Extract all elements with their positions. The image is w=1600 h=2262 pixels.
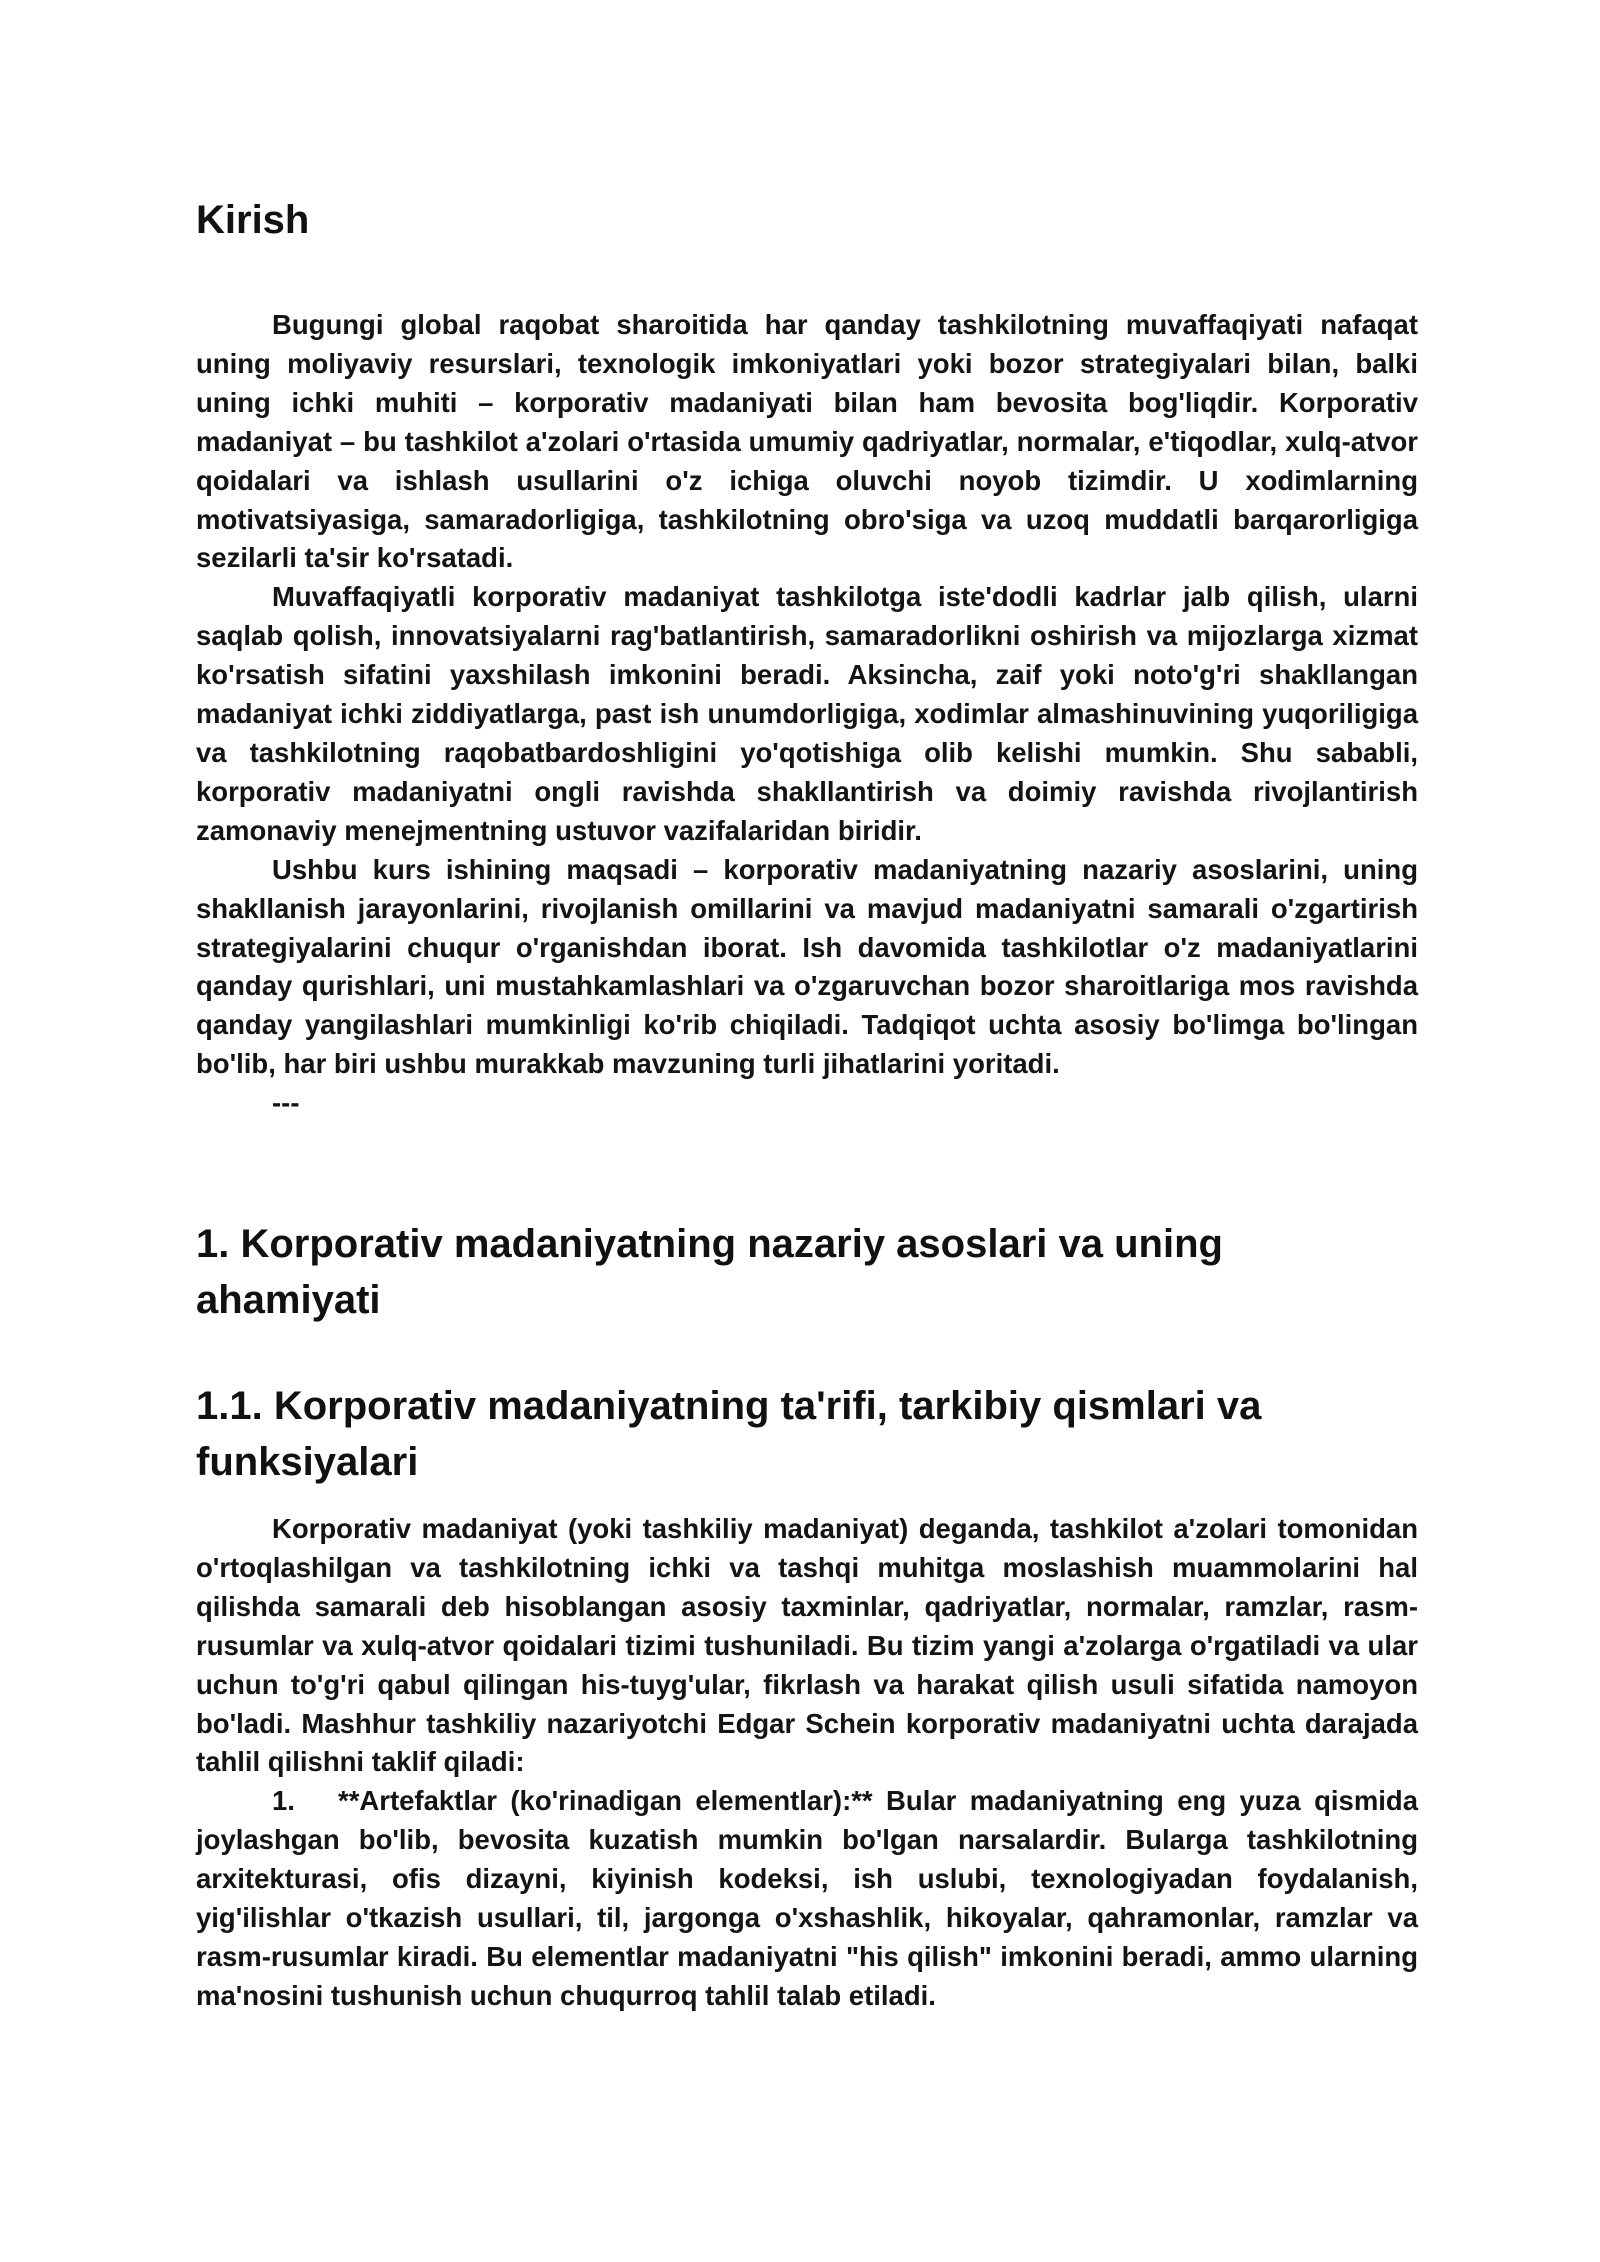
- list-item: [196, 1782, 1418, 2015]
- intro-paragraph-1: Bugungi global raqobat sharoitida har qanday tashkilotning muvaffaqiyati nafaqat uning moliyaviy resurslari, texnologik imkoniyatlari yoki bozor strategiyalari bilan, balki uning ichki muhiti – korporativ madaniyati bilan ham bevosita bog'liqdir. Korporativ madaniyat – bu tashkilot a'zolari o'rtasida umumiy qadriyatlar, normalar, e'tiqodlar, xulq-atvor qoidalari va ishlash usullarini o'z ichiga oluvchi noyob tizimdir. U xodimlarning motivatsiyasiga, samaradorligiga, tashkilotning obro'siga va uzoq muddatli barqarorligiga sezilarli ta'sir ko'rsatadi.: [196, 309, 1418, 574]
- intro-body: [196, 306, 1418, 1123]
- intro-paragraph-2: Muvaffaqiyatli korporativ madaniyat tashkilotga iste'dodli kadrlar jalb qilish, ularni saqlab qolish, innovatsiyalarni rag'batlantirish, samaradorlikni oshirish va mijozlarga xizmat ko'rsatish sifatini yaxshilash imkonini beradi. Aksincha, zaif yoki noto'g'ri shakllangan madaniyat ichki ziddiyatlarga, past ish unumdorligiga, xodimlar almashinuvining yuqoriligiga va tashkilotning raqobatbardoshligini yo'qotishiga olib kelishi mumkin. Shu sababli, korporativ madaniyatni ongli ravishda shakllantirish va doimiy ravishda rivojlantirish zamonaviy menejmentning ustuvor vazifalaridan biridir.: [196, 581, 1418, 846]
- section-separator: ---: [272, 1087, 300, 1119]
- list-item-text: **Artefaktlar (ko'rinadigan elementlar):** Bular madaniyatning eng yuza qismida joylashgan bo'lib, bevosita kuzatish mumkin bo'lgan narsalardir. Bularga tashkilotning arxitekturasi, ofis dizayni, kiyinish kodeksi, ish uslubi, texnologiyadan foydalanish, yig'ilishlar o'tkazish usullari, til, jargonga o'xshashlik, hikoyalar, qahramonlar, ramzlar va rasm-rusumlar kiradi. Bu elementlar madaniyatni "his qilish" imkonini beradi, ammo ularning ma'nosini tushunish uchun chuqurroq tahlil talab etiladi.: [196, 1785, 1418, 2011]
- intro-heading: Kirish: [196, 198, 310, 242]
- section-1-1-paragraph: Korporativ madaniyat (yoki tashkiliy madaniyat) deganda, tashkilot a'zolari tomonidan o'rtoqlashilgan va tashkilotning ichki va tashqi muhitga moslashish muammolarini hal qilishda samarali deb hisoblangan asosiy taxminlar, qadriyatlar, normalar, ramzlar, rasm-rusumlar va xulq-atvor qoidalari tizimi tushuniladi. Bu tizim yangi a'zolarga o'rgatiladi va ular uchun to'g'ri qabul qilingan his-tuyg'ular, fikrlash va harakat qilish usuli sifatida namoyon bo'ladi. Mashhur tashkiliy nazariyotchi Edgar Schein korporativ madaniyatni uchta darajada tahlil qilishni taklif qiladi:: [196, 1513, 1418, 1778]
- intro-paragraph-3: Ushbu kurs ishining maqsadi – korporativ madaniyatning nazariy asoslarini, uning shakllanish jarayonlarini, rivojlanish omillarini va mavjud madaniyatni samarali o'zgartirish strategiyalarini chuqur o'rganishdan iborat. Ish davomida tashkilotlar o'z madaniyatlarini qanday qurishlari, uni mustahkamlashlari va o'zgaruvchan bozor sharoitlariga mos ravishda qanday yangilashlari mumkinligi ko'rib chiqiladi. Tadqiqot uchta asosiy bo'limga bo'lingan bo'lib, har biri ushbu murakkab mavzuning turli jihatlarini yoritadi.: [196, 853, 1418, 1080]
- section-1-1-body: [196, 1510, 1418, 2016]
- list-item-number: 1.: [272, 1785, 295, 1817]
- section-1-heading: 1. Korporativ madaniyatning nazariy asoslari va uning ahamiyati: [196, 1222, 1223, 1322]
- section-1-1-heading: 1.1. Korporativ madaniyatning ta'rifi, tarkibiy qismlari va funksiyalari: [196, 1384, 1262, 1484]
